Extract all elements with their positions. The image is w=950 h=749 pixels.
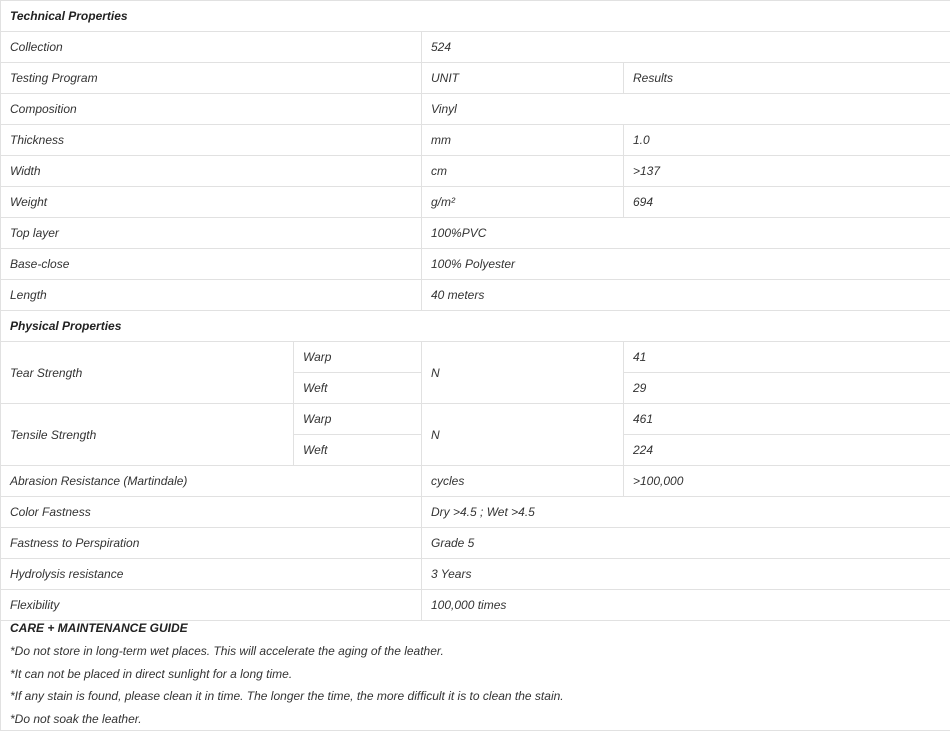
composition-row [1,94,950,125]
unit-column-header: UNIT [422,63,624,94]
abrasion-unit: cycles [422,466,624,497]
width-unit: cm [422,156,624,187]
width-label: Width [1,156,422,187]
length-label: Length [1,280,422,311]
tensile-strength-label: Tensile Strength [1,404,294,466]
hydrolysis-value: 3 Years [422,559,950,590]
weight-result: 694 [624,187,950,218]
perspiration-label: Fastness to Perspiration [1,528,422,559]
top-layer-label: Top layer [1,218,422,249]
length-row [1,280,950,311]
base-close-label: Base-close [1,249,422,280]
tear-weft-label: Weft [294,373,422,404]
weight-row [1,187,950,218]
care-instruction: *Do not soak the leather. [10,711,142,726]
technical-properties-header-row [1,1,950,32]
hydrolysis-label: Hydrolysis resistance [1,559,422,590]
tensile-strength-unit: N [422,404,624,466]
perspiration-row [1,528,950,559]
flexibility-row [1,590,950,621]
tensile-weft-label: Weft [294,435,422,466]
tear-warp-label: Warp [294,342,422,373]
testing-program-label: Testing Program [1,63,422,94]
length-value: 40 meters [422,280,950,311]
perspiration-value: Grade 5 [422,528,950,559]
composition-label: Composition [1,94,422,125]
abrasion-label: Abrasion Resistance (Martindale) [1,466,422,497]
testing-program-row [1,63,950,94]
collection-label: Collection [1,32,422,63]
tear-weft-result: 29 [624,373,950,404]
technical-properties-heading: Technical Properties [1,1,950,32]
collection-row [1,32,950,63]
tear-strength-warp-row [1,342,950,373]
care-instruction: *If any stain is found, please clean it in time. The longer the time, the more difficult it is to clean the stain. [10,689,564,703]
tear-warp-result: 41 [624,342,950,373]
flexibility-label: Flexibility [1,590,422,621]
abrasion-row [1,466,950,497]
width-row [1,156,950,187]
results-column-header: Results [624,63,950,94]
care-guide [1,621,950,731]
thickness-result: 1.0 [624,125,950,156]
flexibility-value: 100,000 times [422,590,950,621]
hydrolysis-row [1,559,950,590]
thickness-label: Thickness [1,125,422,156]
care-instruction: *Do not store in long-term wet places. This will accelerate the aging of the leather. [10,644,444,658]
color-fastness-label: Color Fastness [1,497,422,528]
top-layer-row [1,218,950,249]
weight-unit: g/m² [422,187,624,218]
tear-strength-unit: N [422,342,624,404]
abrasion-result: >100,000 [624,466,950,497]
care-guide-row [1,621,950,731]
tensile-strength-warp-row [1,404,950,435]
tensile-warp-label: Warp [294,404,422,435]
thickness-row [1,125,950,156]
care-instruction: *It can not be placed in direct sunlight for a long time. [10,666,293,681]
weight-label: Weight [1,187,422,218]
physical-properties-heading: Physical Properties [1,311,950,342]
tensile-warp-result: 461 [624,404,950,435]
color-fastness-row [1,497,950,528]
color-fastness-value: Dry >4.5 ; Wet >4.5 [422,497,950,528]
base-close-value: 100% Polyester [422,249,950,280]
width-result: >137 [624,156,950,187]
collection-value: 524 [422,32,950,63]
top-layer-value: 100%PVC [422,218,950,249]
composition-value: Vinyl [422,94,950,125]
thickness-unit: mm [422,125,624,156]
care-guide-title: CARE + MAINTENANCE GUIDE [10,621,188,635]
tear-strength-label: Tear Strength [1,342,294,404]
base-close-row [1,249,950,280]
physical-properties-header-row [1,311,950,342]
tensile-weft-result: 224 [624,435,950,466]
